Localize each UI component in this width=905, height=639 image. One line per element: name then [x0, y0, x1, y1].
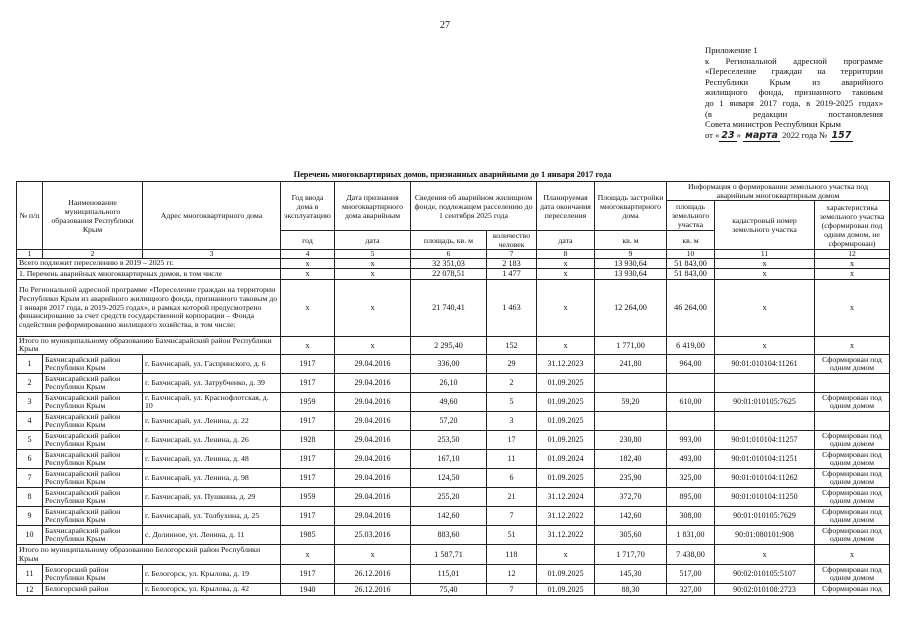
- table-row: [17, 526, 890, 545]
- row-number: 10: [17, 526, 43, 545]
- characteristic-cell: Сформирован под одним домом: [815, 393, 890, 412]
- municipality-cell: Бахчисарайский район Республики Крым: [43, 526, 143, 545]
- cadastral-cell: 90:02:010105:5107: [715, 565, 815, 584]
- table-row: [17, 565, 890, 584]
- municipality-cell: Бахчисарайский район Республики Крым: [43, 488, 143, 507]
- cadastral-cell: 90:01:010105:7629: [715, 507, 815, 526]
- handwritten-month: марта: [745, 129, 778, 141]
- year-cell: 1959: [281, 488, 335, 507]
- area-cell: 49,60: [411, 393, 487, 412]
- municipality-cell: Бахчисарайский район Республики Крым: [43, 355, 143, 374]
- header-address: Адрес многоквартирного дома: [143, 182, 281, 250]
- build-area-cell: 182,40: [595, 450, 667, 469]
- col-num: 3: [143, 250, 281, 259]
- build-area-cell: 241,80: [595, 355, 667, 374]
- characteristic-cell: Сформирован под одним домом: [815, 469, 890, 488]
- people-cell: 7: [487, 507, 537, 526]
- build-area-cell: 59,20: [595, 393, 667, 412]
- year-cell: 1985: [281, 526, 335, 545]
- municipality-cell: Бахчисарайский район Республики Крым: [43, 450, 143, 469]
- municipality-cell: Бахчисарайский район Республики Крым: [43, 507, 143, 526]
- summary-area: 32 351,03: [411, 259, 487, 269]
- summary-land: 6 419,00: [667, 336, 715, 354]
- summary-char: х: [815, 336, 890, 354]
- cadastral-cell: 90:01:010104:11250: [715, 488, 815, 507]
- municipality-cell: Бахчисарайский район Республики Крым: [43, 431, 143, 450]
- summary-people: 1 463: [487, 279, 537, 336]
- table-row: [17, 450, 890, 469]
- summary-land: 51 843,00: [667, 269, 715, 279]
- col-num: 4: [281, 250, 335, 259]
- build-area-cell: 88,30: [595, 584, 667, 596]
- planned-end-cell: 01.09.2025: [537, 565, 595, 584]
- handwritten-number: 157: [831, 129, 852, 141]
- build-area-cell: 235,90: [595, 469, 667, 488]
- year-cell: 1928: [281, 431, 335, 450]
- cadastral-cell: [715, 374, 815, 393]
- summary-year: х: [281, 279, 335, 336]
- characteristic-cell: Сформирован под одним домом: [815, 431, 890, 450]
- row-number: 5: [17, 431, 43, 450]
- year-cell: 1917: [281, 412, 335, 431]
- table-row: [17, 584, 890, 596]
- appendix-line: жилищного фонда, признанного таковым: [705, 87, 883, 98]
- people-cell: 51: [487, 526, 537, 545]
- summary-row-list1: [17, 269, 890, 279]
- recognition-date-cell: 29.04.2016: [335, 412, 411, 431]
- appendix-line: к Региональной адресной программе: [705, 55, 883, 66]
- col-num: 1: [17, 250, 43, 259]
- header-cadastral: кадастровый номер земельного участка: [715, 201, 815, 250]
- characteristic-cell: Сформирован под одним домом: [815, 450, 890, 469]
- summary-date: х: [335, 545, 411, 565]
- column-number-row: [17, 250, 890, 259]
- summary-area: 22 078,51: [411, 269, 487, 279]
- summary-cad: х: [715, 336, 815, 354]
- appendix-line: до 1 января 2017 года, в 2019-2025 годах»: [705, 97, 883, 108]
- col-num: 2: [43, 250, 143, 259]
- housing-table: [16, 181, 890, 596]
- characteristic-cell: Сформирован под одним домом: [815, 526, 890, 545]
- land-area-cell: 327,00: [667, 584, 715, 596]
- row-number: 3: [17, 393, 43, 412]
- summary-area: 2 295,40: [411, 336, 487, 354]
- summary-year: х: [281, 545, 335, 565]
- header-emergency-info: Сведения об аварийном жилищном фонде, подлежащем расселению до 1 сентября 2025 года: [411, 182, 537, 231]
- cadastral-cell: 90:01:010105:7625: [715, 393, 815, 412]
- planned-end-cell: 01.09.2025: [537, 412, 595, 431]
- year-cell: 1917: [281, 450, 335, 469]
- header-unit-kv: кв. м: [595, 231, 667, 250]
- date-year: 2022 года №: [779, 129, 830, 140]
- area-cell: 255,20: [411, 488, 487, 507]
- header-planned-end: Планируемая дата окончания переселения: [537, 182, 595, 231]
- summary-date: х: [335, 279, 411, 336]
- land-area-cell: [667, 412, 715, 431]
- cadastral-cell: 90:01:010104:11262: [715, 469, 815, 488]
- summary-year: х: [281, 269, 335, 279]
- address-cell: г. Бахчисарай, ул. Краснофлотская, д. 10: [143, 393, 281, 412]
- row-number: 9: [17, 507, 43, 526]
- summary-area: 21 740,41: [411, 279, 487, 336]
- area-cell: 253,50: [411, 431, 487, 450]
- summary-row-bakh: [17, 336, 890, 354]
- people-cell: 21: [487, 488, 537, 507]
- table-body: [17, 259, 890, 596]
- col-num: 6: [411, 250, 487, 259]
- header-build-area: Площадь застройки многоквартирного дома: [595, 182, 667, 231]
- appendix-date-line: [705, 130, 883, 143]
- municipality-cell: Бахчисарайский район Республики Крым: [43, 393, 143, 412]
- planned-end-cell: 31.12.2024: [537, 488, 595, 507]
- people-cell: 2: [487, 374, 537, 393]
- table-title: Перечень многоквартирных домов, признанных аварийными до 1 января 2017 года: [293, 170, 612, 179]
- year-cell: 1940: [281, 584, 335, 596]
- summary-date: х: [335, 259, 411, 269]
- table-row: [17, 355, 890, 374]
- header-unit-kv2: кв. м: [667, 231, 715, 250]
- cadastral-cell: [715, 412, 815, 431]
- characteristic-cell: [815, 412, 890, 431]
- municipality-cell: Белогорский район Республики Крым: [43, 565, 143, 584]
- planned-end-cell: 31.12.2022: [537, 526, 595, 545]
- summary-end: х: [537, 259, 595, 269]
- planned-end-cell: 01.09.2025: [537, 393, 595, 412]
- people-cell: 29: [487, 355, 537, 374]
- build-area-cell: [595, 374, 667, 393]
- address-cell: г. Бахчисарай, ул. Пушкина, д. 29: [143, 488, 281, 507]
- area-cell: 142,60: [411, 507, 487, 526]
- build-area-cell: 142,60: [595, 507, 667, 526]
- recognition-date-cell: 29.04.2016: [335, 450, 411, 469]
- table-row: [17, 374, 890, 393]
- summary-build: 1 771,00: [595, 336, 667, 354]
- recognition-date-cell: 29.04.2016: [335, 431, 411, 450]
- land-area-cell: 308,00: [667, 507, 715, 526]
- address-cell: г. Бахчисарай, ул. Ленина, д. 26: [143, 431, 281, 450]
- year-cell: 1917: [281, 565, 335, 584]
- land-area-cell: 325,00: [667, 469, 715, 488]
- people-cell: 6: [487, 469, 537, 488]
- build-area-cell: 372,70: [595, 488, 667, 507]
- table-row: [17, 412, 890, 431]
- land-area-cell: 993,00: [667, 431, 715, 450]
- header-unit-year: год: [281, 231, 335, 250]
- summary-label: По Региональной адресной программе «Переселение граждан на территории Республики Крым из аварийного жилищного фонда, признанного таковым до 1 января 2017 года, в 2019-2025 годах», в рамках которой предусмотрено финансирование за счет средств государственной корпорации – Фонда содействия реформированию жилищного хозяйства, в том числе:: [17, 279, 281, 336]
- header-municipality: Наименование муниципального образования Республики Крым: [43, 182, 143, 250]
- address-cell: г. Бахчисарай, ул. Затрубченко, д. 39: [143, 374, 281, 393]
- table-row: [17, 488, 890, 507]
- planned-end-cell: 01.09.2025: [537, 374, 595, 393]
- row-number: 6: [17, 450, 43, 469]
- summary-build: 12 264,00: [595, 279, 667, 336]
- area-cell: 57,20: [411, 412, 487, 431]
- col-num: 12: [815, 250, 890, 259]
- row-number: 4: [17, 412, 43, 431]
- header-num: № п/п: [17, 182, 43, 250]
- header-area-sq: площадь, кв. м: [411, 231, 487, 250]
- build-area-cell: 145,30: [595, 565, 667, 584]
- people-cell: 11: [487, 450, 537, 469]
- recognition-date-cell: 29.04.2016: [335, 393, 411, 412]
- summary-end: х: [537, 279, 595, 336]
- row-number: 2: [17, 374, 43, 393]
- table-row: [17, 469, 890, 488]
- summary-cad: х: [715, 545, 815, 565]
- summary-land: 51 843,00: [667, 259, 715, 269]
- planned-end-cell: 01.09.2025: [537, 584, 595, 596]
- municipality-cell: Белогорский район: [43, 584, 143, 596]
- area-cell: 115,01: [411, 565, 487, 584]
- address-cell: г. Белогорск, ул. Крылова, д. 42: [143, 584, 281, 596]
- col-num: 11: [715, 250, 815, 259]
- planned-end-cell: 01.09.2024: [537, 450, 595, 469]
- recognition-date-cell: 29.04.2016: [335, 488, 411, 507]
- address-cell: г. Белогорск, ул. Крылова, д. 19: [143, 565, 281, 584]
- recognition-date-cell: 29.04.2016: [335, 355, 411, 374]
- people-cell: 7: [487, 584, 537, 596]
- col-num: 7: [487, 250, 537, 259]
- summary-people: 118: [487, 545, 537, 565]
- recognition-date-cell: 26.12.2016: [335, 584, 411, 596]
- address-cell: с. Долинное, ул. Ленина, д. 11: [143, 526, 281, 545]
- appendix-line: Приложение 1: [705, 45, 758, 55]
- characteristic-cell: Сформирован под одним домом: [815, 355, 890, 374]
- col-num: 5: [335, 250, 411, 259]
- characteristic-cell: Сформирован под одним домом: [815, 488, 890, 507]
- table-row: [17, 507, 890, 526]
- handwritten-day: 23: [721, 129, 735, 141]
- appendix-line: Республики Крым из аварийного: [705, 76, 883, 87]
- summary-date: х: [335, 336, 411, 354]
- land-area-cell: 517,00: [667, 565, 715, 584]
- summary-area: 1 587,71: [411, 545, 487, 565]
- cadastral-cell: 90:02:010108:2723: [715, 584, 815, 596]
- date-prefix: от «: [705, 129, 720, 140]
- recognition-date-cell: 29.04.2016: [335, 507, 411, 526]
- land-area-cell: 610,00: [667, 393, 715, 412]
- characteristic-cell: [815, 374, 890, 393]
- summary-date: х: [335, 269, 411, 279]
- appendix-line: «Переселение граждан на территории: [705, 66, 883, 77]
- summary-build: 13 930,64: [595, 269, 667, 279]
- summary-char: х: [815, 545, 890, 565]
- recognition-date-cell: 29.04.2016: [335, 469, 411, 488]
- address-cell: г. Бахчисарай, ул. Ленина, д. 48: [143, 450, 281, 469]
- appendix-header: [705, 45, 883, 142]
- cadastral-cell: 90:01:010104:11257: [715, 431, 815, 450]
- recognition-date-cell: 25.03.2016: [335, 526, 411, 545]
- cadastral-cell: 90:01:010104:11251: [715, 450, 815, 469]
- header-land-area: площадь земельного участка: [667, 201, 715, 231]
- characteristic-cell: Сформирован под: [815, 584, 890, 596]
- area-cell: 167,10: [411, 450, 487, 469]
- summary-row-belog: [17, 545, 890, 565]
- area-cell: 336,00: [411, 355, 487, 374]
- row-number: 8: [17, 488, 43, 507]
- year-cell: 1917: [281, 374, 335, 393]
- cadastral-cell: 90:01:080101:908: [715, 526, 815, 545]
- recognition-date-cell: 29.04.2016: [335, 374, 411, 393]
- col-num: 10: [667, 250, 715, 259]
- people-cell: 17: [487, 431, 537, 450]
- row-number: 7: [17, 469, 43, 488]
- summary-people: 2 183: [487, 259, 537, 269]
- characteristic-cell: Сформирован под одним домом: [815, 565, 890, 584]
- header-people: количество человек: [487, 231, 537, 250]
- summary-row-total: [17, 259, 890, 269]
- summary-build: 1 717,70: [595, 545, 667, 565]
- summary-row-program: [17, 279, 890, 336]
- summary-people: 152: [487, 336, 537, 354]
- summary-land: 46 264,00: [667, 279, 715, 336]
- municipality-cell: Бахчисарайский район Республики Крым: [43, 412, 143, 431]
- address-cell: г. Бахчисарай, ул. Толбухина, д. 25: [143, 507, 281, 526]
- build-area-cell: 230,80: [595, 431, 667, 450]
- summary-cad: х: [715, 279, 815, 336]
- summary-cad: х: [715, 259, 815, 269]
- people-cell: 12: [487, 565, 537, 584]
- municipality-cell: Бахчисарайский район Республики Крым: [43, 469, 143, 488]
- summary-char: х: [815, 269, 890, 279]
- summary-label: Итого по муниципальному образованию Бахчисарайский район Республики Крым: [17, 336, 281, 354]
- header-land-group: Информация о формировании земельного участка под аварийным многоквартирным домом: [667, 182, 890, 201]
- table-row: [17, 393, 890, 412]
- summary-end: х: [537, 336, 595, 354]
- header-unit-date: дата: [335, 231, 411, 250]
- land-area-cell: 964,00: [667, 355, 715, 374]
- year-cell: 1917: [281, 507, 335, 526]
- summary-label: Итого по муниципальному образованию Белогорский район Республики Крым: [17, 545, 281, 565]
- header-unit-date2: дата: [537, 231, 595, 250]
- header-characteristic: характеристика земельного участка (сформирован под одним домом, не сформирован): [815, 201, 890, 250]
- planned-end-cell: 31.12.2022: [537, 507, 595, 526]
- year-cell: 1917: [281, 355, 335, 374]
- cadastral-cell: 90:01:010104:11261: [715, 355, 815, 374]
- page-number: 27: [440, 20, 450, 31]
- summary-build: 13 930,64: [595, 259, 667, 269]
- year-cell: 1917: [281, 469, 335, 488]
- summary-people: 1 477: [487, 269, 537, 279]
- area-cell: 26,10: [411, 374, 487, 393]
- people-cell: 3: [487, 412, 537, 431]
- summary-char: х: [815, 279, 890, 336]
- area-cell: 883,60: [411, 526, 487, 545]
- planned-end-cell: 01.09.2025: [537, 431, 595, 450]
- summary-end: х: [537, 545, 595, 565]
- appendix-line: (в редакции постановления: [705, 108, 883, 119]
- address-cell: г. Бахчисарай, ул. Ленина, д. 22: [143, 412, 281, 431]
- land-area-cell: [667, 374, 715, 393]
- row-number: 12: [17, 584, 43, 596]
- address-cell: г. Бахчисарай, ул. Ленина, д. 98: [143, 469, 281, 488]
- recognition-date-cell: 26.12.2016: [335, 565, 411, 584]
- municipality-cell: Бахчисарайский район Республики Крым: [43, 374, 143, 393]
- date-mid: »: [736, 129, 741, 140]
- summary-cad: х: [715, 269, 815, 279]
- col-num: 9: [595, 250, 667, 259]
- people-cell: 5: [487, 393, 537, 412]
- row-number: 11: [17, 565, 43, 584]
- summary-label: 1. Перечень аварийных многоквартирных домов, в том числе: [17, 269, 281, 279]
- summary-land: 7 438,00: [667, 545, 715, 565]
- summary-end: х: [537, 269, 595, 279]
- year-cell: 1959: [281, 393, 335, 412]
- summary-char: х: [815, 259, 890, 269]
- summary-year: х: [281, 259, 335, 269]
- col-num: 8: [537, 250, 595, 259]
- address-cell: г. Бахчисарай, ул. Гаспринского, д. 6: [143, 355, 281, 374]
- characteristic-cell: Сформирован под одним домом: [815, 507, 890, 526]
- land-area-cell: 1 831,00: [667, 526, 715, 545]
- planned-end-cell: 01.09.2025: [537, 469, 595, 488]
- header-commission-year: Год ввода дома в эксплуатацию: [281, 182, 335, 231]
- planned-end-cell: 31.12.2023: [537, 355, 595, 374]
- summary-year: х: [281, 336, 335, 354]
- build-area-cell: 305,60: [595, 526, 667, 545]
- row-number: 1: [17, 355, 43, 374]
- summary-label: Всего подлежит переселению в 2019 – 2025 гг.: [17, 259, 281, 269]
- build-area-cell: [595, 412, 667, 431]
- land-area-cell: 493,00: [667, 450, 715, 469]
- land-area-cell: 895,00: [667, 488, 715, 507]
- area-cell: 124,50: [411, 469, 487, 488]
- table-row: [17, 431, 890, 450]
- appendix-line: Совета министров Республики Крым: [705, 119, 841, 130]
- header-recognition-date: Дата признания многоквартирного дома аварийным: [335, 182, 411, 231]
- area-cell: 75,40: [411, 584, 487, 596]
